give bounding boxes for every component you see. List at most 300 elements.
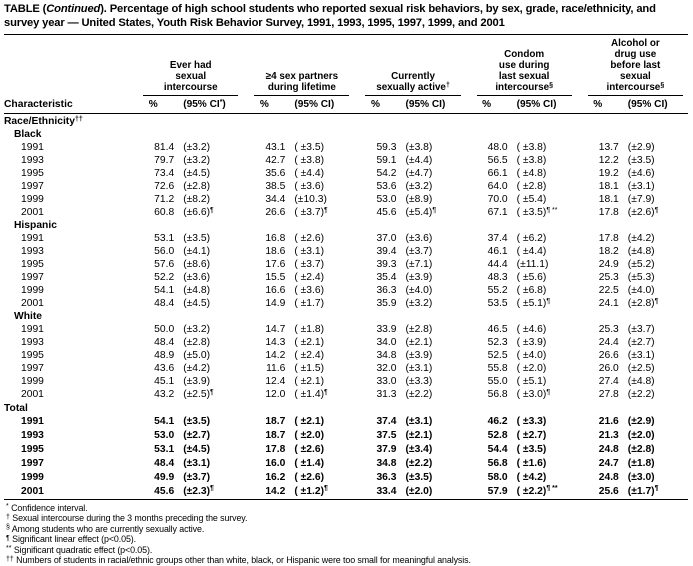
ci-value: (±3.6) — [405, 233, 433, 245]
year-data-row — [4, 336, 688, 349]
ci-value: (±3.6) — [183, 272, 211, 284]
ci-value: ( ±3.3) — [516, 416, 547, 428]
footnote-marker: ¶ — [210, 485, 214, 493]
ci-value: ( ±2.6) — [294, 444, 325, 455]
percent-value: 60.8 — [154, 207, 175, 219]
percent-value: 67.1 — [487, 207, 508, 219]
ci-value: (±2.5)¶ — [183, 388, 214, 401]
characteristic-header: Characteristic — [4, 38, 132, 114]
percent-value: 59.1 — [376, 155, 397, 167]
percent-value: 53.6 — [376, 181, 397, 193]
footnote-marker: ¶ — [324, 485, 328, 493]
ci-value: ( ±5.6) — [516, 272, 547, 284]
percent-value: 36.3 — [376, 285, 397, 297]
ci-value: (±2.9) — [627, 142, 655, 154]
ci-value: ( ±1.2)¶ — [294, 485, 328, 497]
percent-value: 17.8 — [598, 207, 619, 219]
percent-value: 19.2 — [598, 168, 619, 180]
footnote-marker: § — [6, 524, 10, 532]
ci-value: (±3.5) — [405, 471, 433, 483]
ci-value: (±2.6)¶ — [627, 206, 659, 219]
percent-value: 24.9 — [598, 259, 619, 271]
ci-value: ( ±5.1)¶ — [516, 297, 551, 310]
ci-value: (±4.2) — [183, 363, 211, 375]
ci-value: (±2.7) — [627, 337, 655, 349]
column-group-label: Ever had sexual intercourse — [143, 60, 238, 96]
percent-value: 14.2 — [265, 485, 286, 497]
column-group-label: Alcohol or drug use before last sexual intercourse§ — [588, 38, 683, 96]
ci-value: (±4.5) — [183, 444, 211, 455]
percent-value: 56.8 — [487, 389, 508, 401]
column-group-label: Currently sexually active† — [365, 71, 460, 96]
ci-value: ( ±3.8) — [516, 155, 547, 167]
percent-value: 18.6 — [265, 246, 286, 258]
footnote-marker: †† — [74, 115, 83, 123]
ci-value: (±3.2) — [405, 181, 433, 193]
ci-value: ( ±2.1) — [294, 376, 325, 388]
ci-value: ( ±2.8) — [516, 181, 547, 193]
percent-value: 52.5 — [487, 350, 508, 362]
percent-value: 17.8 — [598, 233, 619, 245]
percent-value: 12.0 — [265, 389, 286, 401]
footnote: † Sexual intercourse during the 3 months preceding the survey. — [6, 513, 248, 524]
year-data-row — [4, 245, 688, 258]
percent-value: 56.8 — [487, 457, 508, 469]
table-title — [4, 3, 688, 35]
percent-value: 48.4 — [154, 298, 175, 310]
year-label: 1999 — [21, 376, 44, 388]
percent-value: 14.7 — [265, 324, 286, 336]
ci-value: (±5.0) — [183, 350, 211, 362]
ci-value: (±3.7) — [405, 246, 433, 258]
ci-value: (±2.3)¶ — [183, 485, 214, 497]
percent-value: 44.4 — [487, 259, 508, 271]
ci-value: (±3.8) — [405, 142, 433, 154]
year-data-row — [4, 429, 688, 443]
ci-header: (95% CI) — [619, 96, 688, 114]
ci-value: ( ±3.7) — [294, 259, 325, 271]
year-label: 1993 — [21, 155, 44, 167]
percent-header: % — [132, 96, 174, 114]
ci-value: (±3.1) — [405, 416, 433, 428]
ci-value: (±2.7) — [183, 430, 211, 442]
percent-value: 54.1 — [154, 285, 175, 297]
footnote-marker: * — [219, 98, 223, 106]
ci-value: (±2.8)¶ — [627, 297, 659, 310]
percent-value: 42.7 — [265, 155, 286, 167]
ci-value: (±4.1) — [183, 246, 211, 258]
percent-value: 81.4 — [154, 142, 175, 154]
percent-value: 32.0 — [376, 363, 397, 375]
percent-value: 24.4 — [598, 337, 619, 349]
percent-value: 57.6 — [154, 259, 175, 271]
percent-value: 33.4 — [376, 485, 397, 497]
percent-value: 59.3 — [376, 142, 397, 154]
year-label: 1995 — [21, 168, 44, 180]
ci-value: (±2.8) — [405, 324, 433, 336]
footnote-marker: ¶ — [210, 206, 214, 214]
footnote-marker: ¶ — [324, 206, 328, 214]
percent-value: 49.9 — [154, 471, 175, 483]
year-label: 1995 — [21, 259, 44, 271]
year-label: 1997 — [21, 363, 44, 375]
ci-value: ( ±5.1) — [516, 376, 547, 388]
percent-header: % — [243, 96, 285, 114]
ci-value: ( ±3.1) — [294, 246, 325, 258]
footnote-marker: § — [549, 81, 554, 89]
ci-header: (95% CI) — [285, 96, 354, 114]
footnote-marker: ¶ — [210, 388, 214, 396]
footnote-marker: † — [445, 81, 450, 89]
year-data-row — [4, 258, 688, 271]
percent-value: 45.6 — [154, 485, 175, 497]
percent-value: 35.6 — [265, 168, 286, 180]
ci-value: (±4.7) — [405, 168, 433, 180]
percent-value: 18.1 — [598, 194, 619, 206]
ci-value: (±3.5) — [627, 155, 655, 167]
percent-value: 27.4 — [598, 376, 619, 388]
ci-value: (±1.7)¶ — [627, 485, 659, 497]
footnote-marker: ¶ — [654, 485, 659, 493]
percent-value: 21.6 — [598, 416, 619, 428]
percent-value: 43.1 — [265, 142, 286, 154]
year-data-row — [4, 323, 688, 336]
percent-value: 73.4 — [154, 168, 175, 180]
table-header — [4, 38, 688, 114]
year-data-row — [4, 232, 688, 245]
ci-value: ( ±3.6) — [294, 181, 325, 193]
year-label: 2001 — [21, 298, 44, 310]
ci-value: (±5.4)¶ — [405, 206, 437, 219]
year-label: 1991 — [21, 233, 44, 245]
percent-value: 50.0 — [154, 324, 175, 336]
ci-value: ( ±4.2) — [516, 471, 547, 483]
percent-value: 48.9 — [154, 350, 175, 362]
ci-value: (±2.8) — [627, 444, 655, 455]
ci-value: (±2.8) — [183, 337, 211, 349]
year-label: 2001 — [21, 389, 44, 401]
percent-value: 18.2 — [598, 246, 619, 258]
table-title-text: ). Percentage of high school students who reported sexual risk behaviors, by sex, grade, race/ethnicity, and survey year — United States, Youth Risk Behavior Survey, 1991, 1993, 1995, 1997, 1999, and 2001 — [4, 3, 656, 29]
percent-value: 21.3 — [598, 430, 619, 442]
footnote-marker: ¶ ** — [546, 206, 558, 214]
percent-value: 70.0 — [487, 194, 508, 206]
column-group-header — [577, 38, 688, 96]
percent-value: 46.5 — [487, 324, 508, 336]
footnote-marker: ¶ — [654, 297, 659, 305]
percent-value: 57.9 — [487, 485, 508, 497]
percent-value: 48.4 — [154, 337, 175, 349]
percent-header: % — [577, 96, 619, 114]
column-group-header — [132, 38, 243, 96]
ci-value: ( ±3.6) — [294, 285, 325, 297]
row-label: Black — [14, 129, 42, 141]
percent-value: 45.1 — [154, 376, 175, 388]
column-group-header — [466, 38, 577, 96]
year-data-row — [4, 349, 688, 362]
ci-value: ( ±1.4) — [294, 457, 325, 469]
column-group-header — [243, 38, 354, 96]
column-group-header — [354, 38, 465, 96]
percent-value: 43.6 — [154, 363, 175, 375]
ci-value: ( ±4.0) — [516, 350, 547, 362]
ci-value: ( ±3.5) — [294, 142, 325, 154]
ci-value: (±3.7) — [183, 471, 211, 483]
percent-value: 53.0 — [154, 430, 175, 442]
row-label: Race/Ethnicity†† — [4, 115, 83, 128]
footnote: * Confidence interval. — [6, 502, 88, 513]
footnote-marker: † — [6, 513, 10, 521]
footnote-marker: ¶ — [654, 206, 659, 214]
year-label: 1991 — [21, 324, 44, 336]
percent-value: 34.8 — [376, 457, 397, 469]
ci-value: (±2.0) — [405, 485, 433, 497]
year-data-row — [4, 443, 688, 457]
ci-value: ( ±2.7) — [516, 430, 547, 442]
percent-value: 25.6 — [598, 485, 619, 497]
percent-value: 37.0 — [376, 233, 397, 245]
ci-value: (±2.0) — [627, 430, 655, 442]
ci-value: ( ±3.5) — [516, 444, 547, 455]
ci-value: (±8.2) — [183, 194, 211, 206]
row-label: Total — [4, 403, 28, 415]
percent-value: 35.4 — [376, 272, 397, 284]
ci-value: ( ±3.8) — [294, 155, 325, 167]
section-row — [4, 401, 688, 415]
year-data-row — [4, 457, 688, 471]
percent-value: 45.6 — [376, 207, 397, 219]
percent-value: 37.9 — [376, 444, 397, 455]
percent-value: 36.3 — [376, 471, 397, 483]
ci-value: (±10.3) — [294, 194, 327, 206]
year-label: 1999 — [21, 471, 44, 483]
ci-header: (95% CI*) — [174, 96, 243, 114]
ci-value: ( ±3.9) — [516, 337, 547, 349]
percent-value: 14.3 — [265, 337, 286, 349]
percent-value: 17.6 — [265, 259, 286, 271]
ci-value: (±3.2) — [183, 142, 211, 154]
ci-value: (±4.0) — [627, 285, 655, 297]
percent-value: 12.4 — [265, 376, 286, 388]
year-label: 1993 — [21, 246, 44, 258]
year-data-row — [4, 193, 688, 206]
ci-value: (±4.0) — [405, 285, 433, 297]
ci-value: (±11.1) — [516, 259, 549, 271]
ci-value: (±3.2) — [183, 324, 211, 336]
ci-value: (±4.5) — [183, 298, 211, 310]
ci-value: (±3.9) — [183, 376, 211, 388]
ci-value: ( ±3.0)¶ — [516, 388, 551, 401]
percent-value: 11.6 — [266, 363, 286, 375]
ci-value: ( ±2.1) — [294, 416, 325, 428]
ci-value: ( ±4.4) — [294, 168, 325, 180]
section-row — [4, 114, 688, 129]
percent-value: 33.0 — [376, 376, 397, 388]
year-label: 1997 — [21, 457, 44, 469]
ci-value: ( ±2.4) — [294, 350, 325, 362]
percent-value: 54.4 — [487, 444, 508, 455]
footnote: †† Numbers of students in racial/ethnic groups other than white, black, or Hispanic were too small for meaningful analysis. — [6, 555, 471, 566]
percent-value: 17.8 — [265, 444, 286, 455]
ci-value: ( ±3.8) — [516, 142, 547, 154]
percent-value: 25.3 — [598, 324, 619, 336]
ci-value: ( ±2.6) — [294, 233, 325, 245]
footnote-marker: ** — [6, 545, 12, 553]
ci-value: (±3.1) — [405, 363, 433, 375]
year-label: 2001 — [21, 207, 44, 219]
ci-value: (±8.9) — [405, 194, 433, 206]
percent-value: 12.2 — [598, 155, 619, 167]
year-label: 1999 — [21, 194, 44, 206]
percent-value: 14.9 — [265, 298, 286, 310]
ci-value: ( ±2.2)¶ ** — [516, 485, 558, 497]
year-label: 1993 — [21, 430, 44, 442]
ci-value: ( ±1.6) — [516, 457, 547, 469]
ci-value: ( ±2.1) — [294, 337, 325, 349]
ci-value: ( ±6.8) — [516, 285, 547, 297]
ci-value: ( ±1.4)¶ — [294, 388, 328, 401]
percent-value: 26.6 — [265, 207, 286, 219]
ci-value: (±4.6) — [627, 168, 655, 180]
percent-value: 39.3 — [376, 259, 397, 271]
percent-value: 53.0 — [376, 194, 397, 206]
footnote-marker: †† — [6, 555, 14, 563]
percent-value: 71.2 — [154, 194, 175, 206]
ci-value: (±4.4) — [405, 155, 433, 167]
percent-value: 34.0 — [376, 337, 397, 349]
ci-value: ( ±4.6) — [516, 324, 547, 336]
percent-value: 26.0 — [598, 363, 619, 375]
year-data-row — [4, 141, 688, 154]
percent-value: 72.6 — [154, 181, 175, 193]
percent-value: 16.0 — [265, 457, 286, 469]
year-label: 1997 — [21, 181, 44, 193]
percent-value: 26.6 — [598, 350, 619, 362]
percent-value: 55.2 — [487, 285, 508, 297]
percent-header: % — [466, 96, 508, 114]
ci-value: (±2.2) — [405, 389, 433, 401]
year-label: 2001 — [21, 485, 44, 497]
ci-value: (±2.2) — [405, 457, 433, 469]
column-group-label: Condom use during last sexual intercourse§ — [477, 49, 572, 96]
subgroup-row — [4, 128, 688, 141]
footnote-marker: ¶ — [324, 388, 328, 396]
year-data-row — [4, 362, 688, 375]
ci-value: (±3.1) — [627, 350, 655, 362]
percent-value: 48.3 — [487, 272, 508, 284]
year-label: 1995 — [21, 444, 44, 455]
ci-value: (±6.6)¶ — [183, 206, 214, 219]
column-group-label: ≥4 sex partners during lifetime — [254, 71, 349, 96]
ci-value: (±4.8) — [627, 376, 655, 388]
year-data-row — [4, 167, 688, 180]
percent-value: 37.4 — [376, 416, 397, 428]
percent-value: 16.6 — [265, 285, 286, 297]
ci-value: ( ±6.2) — [516, 233, 547, 245]
percent-value: 39.4 — [376, 246, 397, 258]
year-data-row — [4, 388, 688, 401]
ci-value: (±4.8) — [183, 285, 211, 297]
percent-value: 58.0 — [487, 471, 508, 483]
footnote-marker: § — [660, 81, 665, 89]
percent-value: 79.7 — [154, 155, 175, 167]
year-label: 1997 — [21, 272, 44, 284]
footnote-marker: * — [6, 503, 9, 511]
percent-value: 34.8 — [376, 350, 397, 362]
percent-value: 56.0 — [154, 246, 175, 258]
ci-value: (±3.4) — [405, 444, 433, 455]
row-label: White — [14, 311, 43, 323]
percent-value: 43.2 — [154, 389, 175, 401]
ci-value: (±3.7) — [627, 324, 655, 336]
ci-value: (±2.8) — [183, 181, 211, 193]
percent-value: 38.5 — [265, 181, 286, 193]
ci-value: (±8.6) — [183, 259, 211, 271]
ci-value: (±3.5) — [183, 233, 211, 245]
percent-value: 52.3 — [487, 337, 508, 349]
year-label: 1991 — [21, 142, 44, 154]
percent-value: 18.7 — [265, 430, 286, 442]
footnotes — [4, 500, 688, 566]
percent-value: 33.9 — [376, 324, 397, 336]
percent-value: 53.5 — [487, 298, 508, 310]
percent-value: 31.3 — [376, 389, 397, 401]
percent-value: 24.8 — [598, 444, 619, 455]
ci-value: (±3.5) — [183, 416, 211, 428]
ci-value: (±7.1) — [405, 259, 433, 271]
year-label: 1991 — [21, 416, 44, 428]
year-data-row — [4, 375, 688, 388]
percent-value: 24.7 — [598, 457, 619, 469]
ci-header: (95% CI) — [508, 96, 577, 114]
percent-value: 64.0 — [487, 181, 508, 193]
percent-value: 16.2 — [265, 471, 286, 483]
ci-value: ( ±2.6) — [294, 471, 325, 483]
ci-value: ( ±3.5)¶ ** — [516, 206, 558, 219]
year-data-row — [4, 271, 688, 284]
ci-value: (±3.1) — [183, 457, 211, 469]
footnote-marker: ¶ — [6, 534, 10, 542]
ci-value: (±2.2) — [627, 389, 655, 401]
ci-value: (±4.2) — [627, 233, 655, 245]
year-label: 1999 — [21, 285, 44, 297]
percent-value: 18.1 — [598, 181, 619, 193]
percent-value: 46.1 — [487, 246, 508, 258]
percent-value: 66.1 — [487, 168, 508, 180]
percent-value: 52.2 — [154, 272, 175, 284]
ci-value: ( ±1.8) — [294, 324, 325, 336]
percent-value: 14.2 — [265, 350, 286, 362]
ci-value: (±2.5) — [627, 363, 655, 375]
ci-value: (±5.3) — [627, 272, 655, 284]
percent-value: 16.8 — [265, 233, 286, 245]
ci-value: (±4.5) — [183, 168, 211, 180]
percent-value: 27.8 — [598, 389, 619, 401]
ci-value: ( ±3.7)¶ — [294, 206, 328, 219]
percent-value: 56.5 — [487, 155, 508, 167]
ci-value: ( ±2.0) — [516, 363, 547, 375]
ci-value: (±1.8) — [627, 457, 655, 469]
year-data-row — [4, 415, 688, 429]
percent-value: 24.1 — [598, 298, 619, 310]
year-data-row — [4, 180, 688, 193]
year-data-row — [4, 297, 688, 310]
subgroup-row — [4, 310, 688, 323]
ci-value: ( ±5.4) — [516, 194, 547, 206]
percent-value: 15.5 — [265, 272, 286, 284]
year-data-row — [4, 471, 688, 485]
percent-value: 34.4 — [265, 194, 286, 206]
